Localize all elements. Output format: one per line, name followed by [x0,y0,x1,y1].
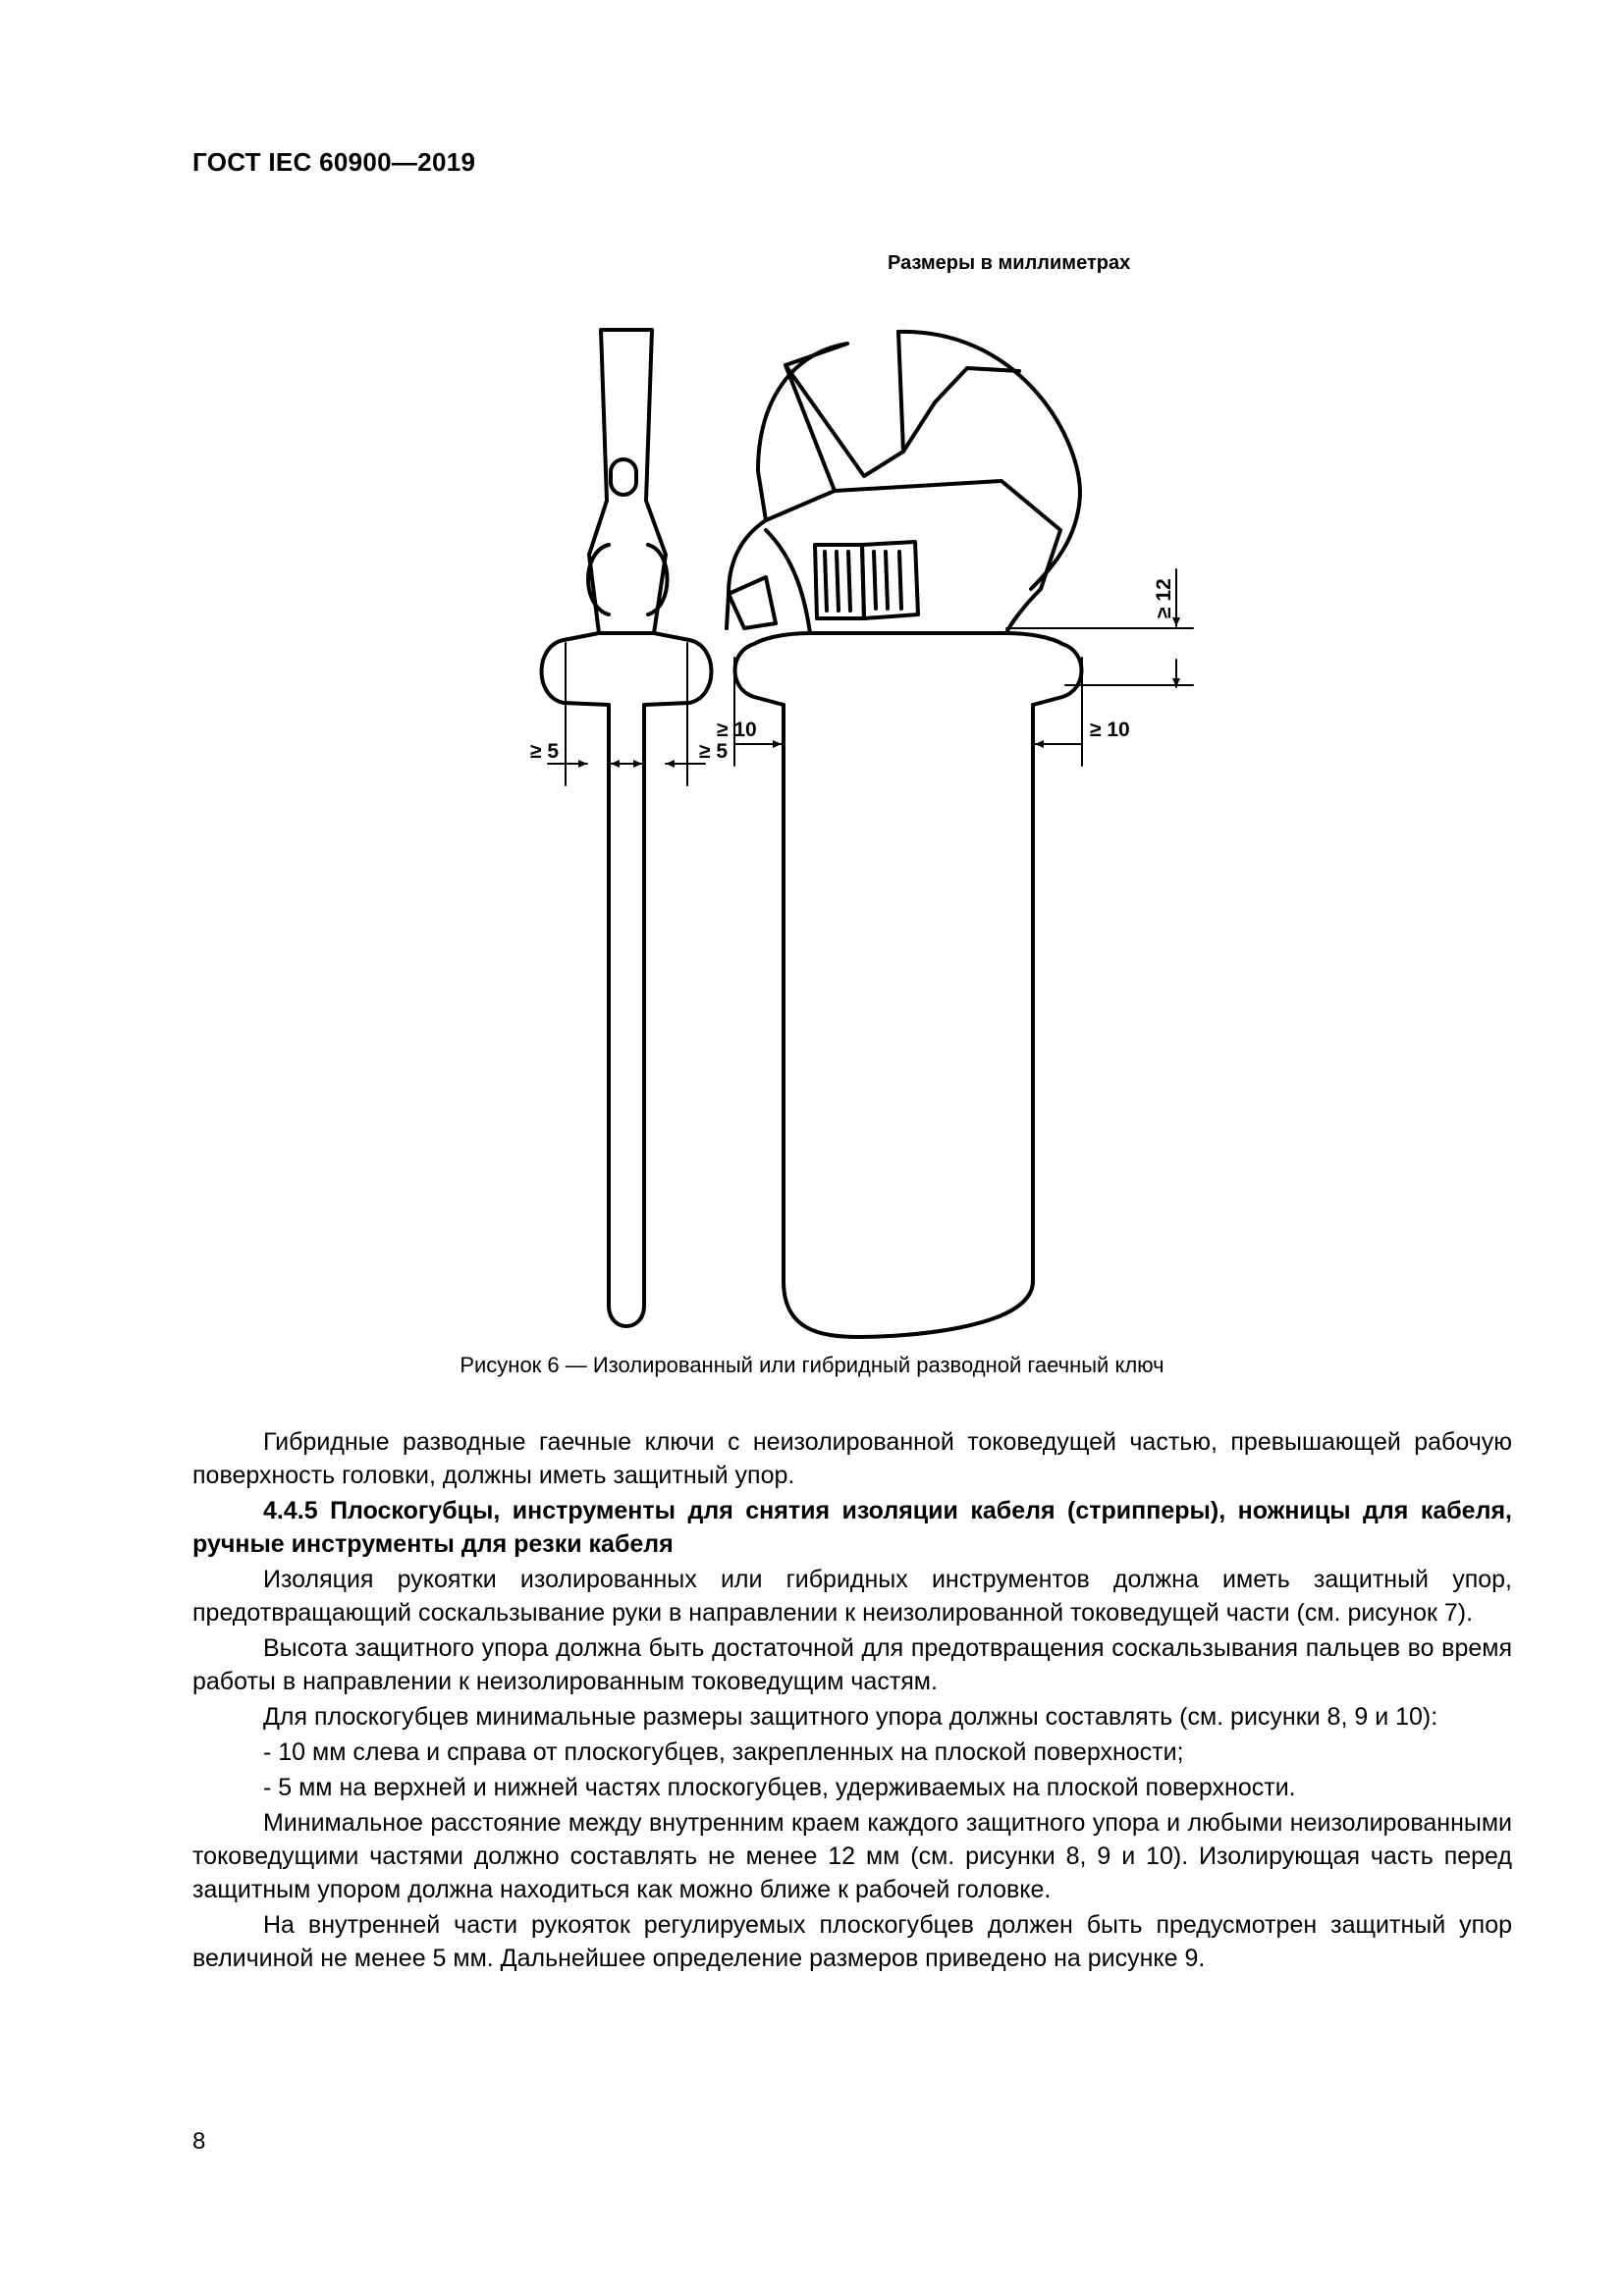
wrench-front-view [619,294,1082,1337]
document-header: ГОСТ IEC 60900—2019 [192,147,476,177]
dimension-lines [548,569,1193,785]
figure-6 [471,294,1218,1355]
dim-label-right-v: ≥ 12 [1153,578,1175,618]
dim-label-right-b: ≥ 10 [1090,719,1130,741]
paragraph: Гибридные разводные гаечные ключи с неизолированной токоведущей частью, превышающей рабочую поверхность головки, должны иметь защитный упор. [192,1428,1512,1489]
section-heading: 4.4.5 Плоскогубцы, инструменты для снятия изоляции кабеля (стрипперы), ножницы для кабеля, ручные инструменты для резки кабеля [192,1497,1512,1558]
dim-label-left-a: ≥ 5 [530,740,560,763]
page-number: 8 [192,2128,206,2155]
paragraph: На внутренней части рукояток регулируемых плоскогубцев должен быть предусмотрен защитный упор величиной не менее 5 мм. Дальнейшее определение размеров приведено на рисунке 9. [192,1911,1512,1972]
figure-caption: Рисунок 6 — Изолированный или гибридный разводной гаечный ключ [460,1353,1164,1377]
wrench-side-view [542,330,712,1326]
paragraph: Изоляция рукоятки изолированных или гибридных инструментов должна иметь защитный упор, предотвращающий соскальзывание руки в направлении к неизолированной токоведущей части (см. рисунок 7). [192,1566,1512,1627]
list-item: - 10 мм слева и справа от плоскогубцев, закрепленных на плоской поверхности; [263,1738,1184,1766]
dim-label-left-b: ≥ 5 [699,740,729,763]
wrench-drawing [471,294,1218,1355]
dimensions-note: Размеры в миллиметрах [888,252,1131,274]
paragraph: Высота защитного упора должна быть достаточной для предотвращения соскальзывания пальцев во время работы в направлении к неизолированным токоведущим частям. [192,1634,1512,1695]
paragraph: Минимальное расстояние между внутренним краем каждого защитного упора и любыми неизолированными токоведущими частями должно составлять не менее 12 мм (см. рисунки 8, 9 и 10). Изолирующая часть перед защитным упором должна находиться как можно ближе к рабочей головке. [192,1809,1512,1903]
list-item: - 5 мм на верхней и нижней частях плоскогубцев, удерживаемых на плоской поверхности. [263,1774,1296,1801]
body-text [192,1425,1512,1977]
paragraph: Для плоскогубцев минимальные размеры защитного упора должны составлять (см. рисунки 8, 9 и 10): [263,1703,1438,1731]
dim-label-right-a: ≥ 10 [717,719,757,741]
